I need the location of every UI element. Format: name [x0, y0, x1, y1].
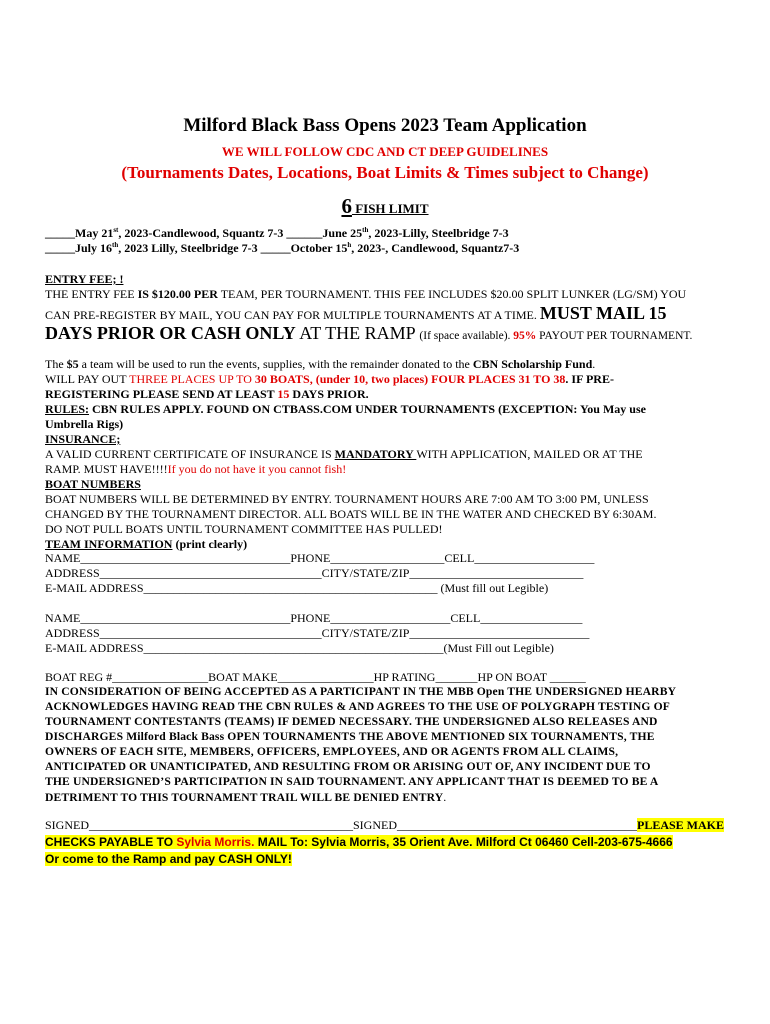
- member-2-name-field[interactable]: NAME___________________________________PHONE____________________CELL_________________: [45, 611, 583, 625]
- team-info-heading: TEAM INFORMATION (print clearly): [45, 537, 248, 551]
- payout-line-1: The $5 a team will be used to run the events, supplies, with the remainder donated to the CBN Scholarship Fund.: [45, 357, 596, 371]
- boat-numbers-line-2: CHANGED BY THE TOURNAMENT DIRECTOR. ALL BOATS WILL BE IN THE WATER AND CHECKED BY 6:30AM.: [45, 507, 657, 521]
- cash-only-line: Or come to the Ramp and pay CASH ONLY!: [45, 852, 292, 866]
- boat-numbers-heading: BOAT NUMBERS: [45, 477, 141, 491]
- boat-info-fields[interactable]: BOAT REG #________________BOAT MAKE________________HP RATING_______HP ON BOAT ______: [45, 670, 586, 684]
- fish-limit: 6 FISH LIMIT: [341, 194, 429, 218]
- waiver-line-1: IN CONSIDERATION OF BEING ACCEPTED AS A PARTICIPANT IN THE MBB Open THE UNDERSIGNED HEARBY: [45, 685, 677, 698]
- page-title: Milford Black Bass Opens 2023 Team Application: [183, 115, 587, 136]
- checks-payable-line: CHECKS PAYABLE TO Sylvia Morris. MAIL To: Sylvia Morris, 35 Orient Ave. Milford Ct 06460 Cell-203-675-4666: [45, 835, 673, 849]
- entry-fee-line-1: THE ENTRY FEE IS $120.00 PER TEAM, PER TOURNAMENT. THIS FEE INCLUDES $20.00 SPLIT LUNKER (LG/SM) YOU: [45, 287, 687, 301]
- waiver-line-5: OWNERS OF EACH SITE, MEMBERS, OFFICERS, EMPLOYEES, AND OR AGENTS FROM ALL CLAIMS,: [45, 745, 619, 758]
- member-1-address-field[interactable]: ADDRESS_____________________________________CITY/STATE/ZIP_____________________________: [45, 566, 584, 580]
- insurance-line-1: A VALID CURRENT CERTIFICATE OF INSURANCE IS MANDATORY WITH APPLICATION, MAILED OR AT THE: [45, 447, 643, 461]
- change-notice: (Tournaments Dates, Locations, Boat Limits & Times subject to Change): [121, 163, 649, 182]
- boat-numbers-line-3: DO NOT PULL BOATS UNTIL TOURNAMENT COMMITTEE HAS PULLED!: [45, 522, 443, 536]
- waiver-line-8: DETRIMENT TO THIS TOURNAMENT TRAIL WILL BE DENIED ENTRY.: [45, 790, 447, 804]
- insurance-line-2: RAMP. MUST HAVE!!!!If you do not have it you cannot fish!: [45, 462, 347, 476]
- waiver-line-6: ANTICIPATED OR UNANTICIPATED, AND RESULTING FROM OR ARISING OUT OF, ANY INCIDENT DUE TO: [45, 760, 651, 773]
- boat-numbers-line-1: BOAT NUMBERS WILL BE DETERMINED BY ENTRY. TOURNAMENT HOURS ARE 7:00 AM TO 3:00 PM, UNLESS: [45, 492, 649, 506]
- rules-line-2: Umbrella Rigs): [45, 417, 124, 431]
- member-2-address-field[interactable]: ADDRESS_____________________________________CITY/STATE/ZIP______________________________: [45, 626, 590, 640]
- waiver-line-2: ACKNOWLEDGES HAVING READ THE CBN RULES & AND AGREES TO THE USE OF POLYGRAPH TESTING OF: [45, 700, 671, 713]
- member-2-email-field[interactable]: E-MAIL ADDRESS__________________________________________________(Must Fill out Legible): [45, 641, 554, 655]
- schedule-row-2: _____July 16th, 2023 Lilly, Steelbridge 7-3 _____October 15$^h$, 2023-, Candlewood, Squantz7-3: [45, 241, 520, 255]
- entry-fee-heading: ENTRY FEE; !: [45, 272, 124, 286]
- waiver-line-3: TOURNAMENT CONTESTANTS (TEAMS) IF DEMED NECESSARY. THE UNDERSIGNED ALSO RELEASES AND: [45, 715, 658, 728]
- signature-fields[interactable]: SIGNED____________________________________________SIGNED________________________________________PLEASE MAKE: [45, 818, 725, 832]
- payout-line-3: REGISTERING PLEASE SEND AT LEAST 15 DAYS PRIOR.: [45, 387, 369, 401]
- rules-line-1: RULES: CBN RULES APPLY. FOUND ON CTBASS.COM UNDER TOURNAMENTS (EXCEPTION: You May use: [45, 402, 646, 416]
- schedule-row-1: _____May 21st, 2023-Candlewood, Squantz 7-3 ______June 25th, 2023-Lilly, Steelbridge 7-3: [45, 226, 509, 240]
- please-make-note: PLEASE MAKE: [637, 818, 725, 832]
- payout-line-2: WILL PAY OUT THREE PLACES UP TO 30 BOATS, (under 10, two places) FOUR PLACES 31 TO 38. IF PRE-: [45, 372, 614, 386]
- member-1-name-field[interactable]: NAME___________________________________PHONE___________________CELL____________________: [45, 551, 595, 565]
- entry-fee-line-3: DAYS PRIOR OR CASH ONLY AT THE RAMP (If space available). 95% PAYOUT PER TOURNAMENT.: [45, 323, 693, 343]
- waiver-line-4: DISCHARGES Milford Black Bass OPEN TOURNAMENTS THE ABOVE MENTIONED SIX TOURNAMENTS, THE: [45, 730, 655, 743]
- member-1-email-field[interactable]: E-MAIL ADDRESS_________________________________________________ (Must fill out Legible): [45, 581, 549, 595]
- insurance-heading: INSURANCE;: [45, 432, 121, 446]
- guidelines-notice: WE WILL FOLLOW CDC AND CT DEEP GUIDELINES: [221, 144, 549, 159]
- waiver-line-7: THE UNDERSIGNED’S PARTICIPATION IN SAID TOURNAMENT. ANY APPLICANT THAT IS DEEMED TO BE A: [45, 775, 659, 788]
- entry-fee-line-2: CAN PRE-REGISTER BY MAIL, YOU CAN PAY FOR MULTIPLE TOURNAMENTS AT A TIME. MUST MAIL 15: [45, 303, 667, 323]
